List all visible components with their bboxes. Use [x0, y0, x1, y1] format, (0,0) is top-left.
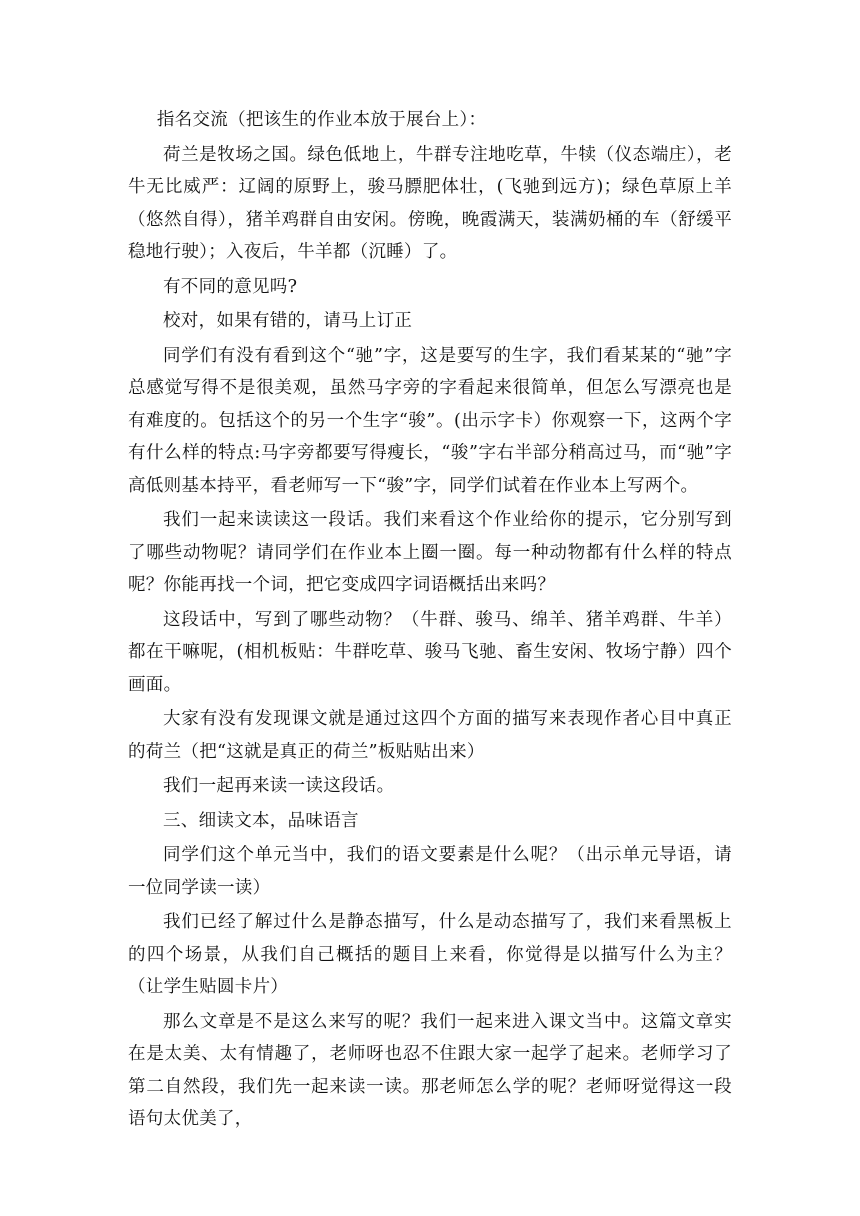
paragraph-character-writing: 同学们有没有看到这个“驰”字，这是要写的生字，我们看某某的“驰”字总感觉写得不是很美观，虽然马字旁的字看起来很简单，但怎么写漂亮也是有难度的。包括这个的另一个生字“骏”。(出示字卡）你观察一下，这两个字有什么样的特点:马字旁都要写得瘦长，“骏”字右半部分稍高过马，而“驰”字高低则基本持平，看老师写一下“骏”字，同学们试着在作业本上写两个。 — [128, 345, 732, 496]
paragraph-homework-sample: 荷兰是牧场之国。绿色低地上，牛群专注地吃草，牛犊（仪态端庄），老牛无比威严：辽阔的原野上，骏马膘肥体壮，(飞驰到远方)；绿色草原上羊（悠然自得），猪羊鸡群自由安闲。傍晚，晚霞满天，装满奶桶的车（舒缓平稳地行驶）；入夜后，牛羊都（沉睡）了。 — [128, 144, 732, 262]
paragraph-presentation-intro: 指名交流（把该生的作业本放于展台上）： — [156, 110, 487, 130]
section-heading: 三、细读文本，品味语言 — [163, 810, 359, 831]
paragraph-read-again: 我们一起再来读一读这段话。 — [163, 776, 395, 796]
paragraph-animals-summary: 这段话中，写到了哪些动物？（牛群、骏马、绵羊、猪羊鸡群、牛羊）都在干嘛呢，(相机板贴：牛群吃草、骏马飞驰、畜生安闲、牧场宁静）四个画面。 — [128, 609, 732, 695]
document-body — [128, 104, 732, 1136]
paragraph-read-together: 我们一起来读读这一段话。我们来看这个作业给你的提示，它分别写到了哪些动物呢？请同学们在作业本上圈一圈。每一种动物都有什么样的特点呢？你能再找一个词，把它变成四字词语概括出来吗？ — [128, 510, 732, 595]
paragraph-proofread: 校对，如果有错的，请马上订正 — [163, 311, 413, 331]
paragraph-real-holland: 大家有没有发现课文就是通过这四个方面的描写来表现作者心目中真正的荷兰（把“这就是真正的荷兰”板贴贴出来） — [128, 709, 732, 762]
paragraph-enter-text: 那么文章是不是这么来写的呢？我们一起来进入课文当中。这篇文章实在是太美、太有情趣了，老师呀也忍不住跟大家一起学了起来。老师学习了第二自然段，我们先一起来读一读。那老师怎么学的呢？老师呀觉得这一段语句太优美了， — [128, 1011, 732, 1129]
paragraph-unit-elements: 同学们这个单元当中，我们的语文要素是什么呢？（出示单元导语，请一位同学读一读） — [128, 845, 732, 898]
paragraph-static-dynamic: 我们已经了解过什么是静态描写，什么是动态描写了，我们来看黑板上的四个场景，从我们自己概括的题目上来看，你觉得是以描写什么为主？（让学生贴圆卡片） — [128, 912, 732, 997]
paragraph-question-different-opinions: 有不同的意见吗? — [163, 276, 298, 297]
